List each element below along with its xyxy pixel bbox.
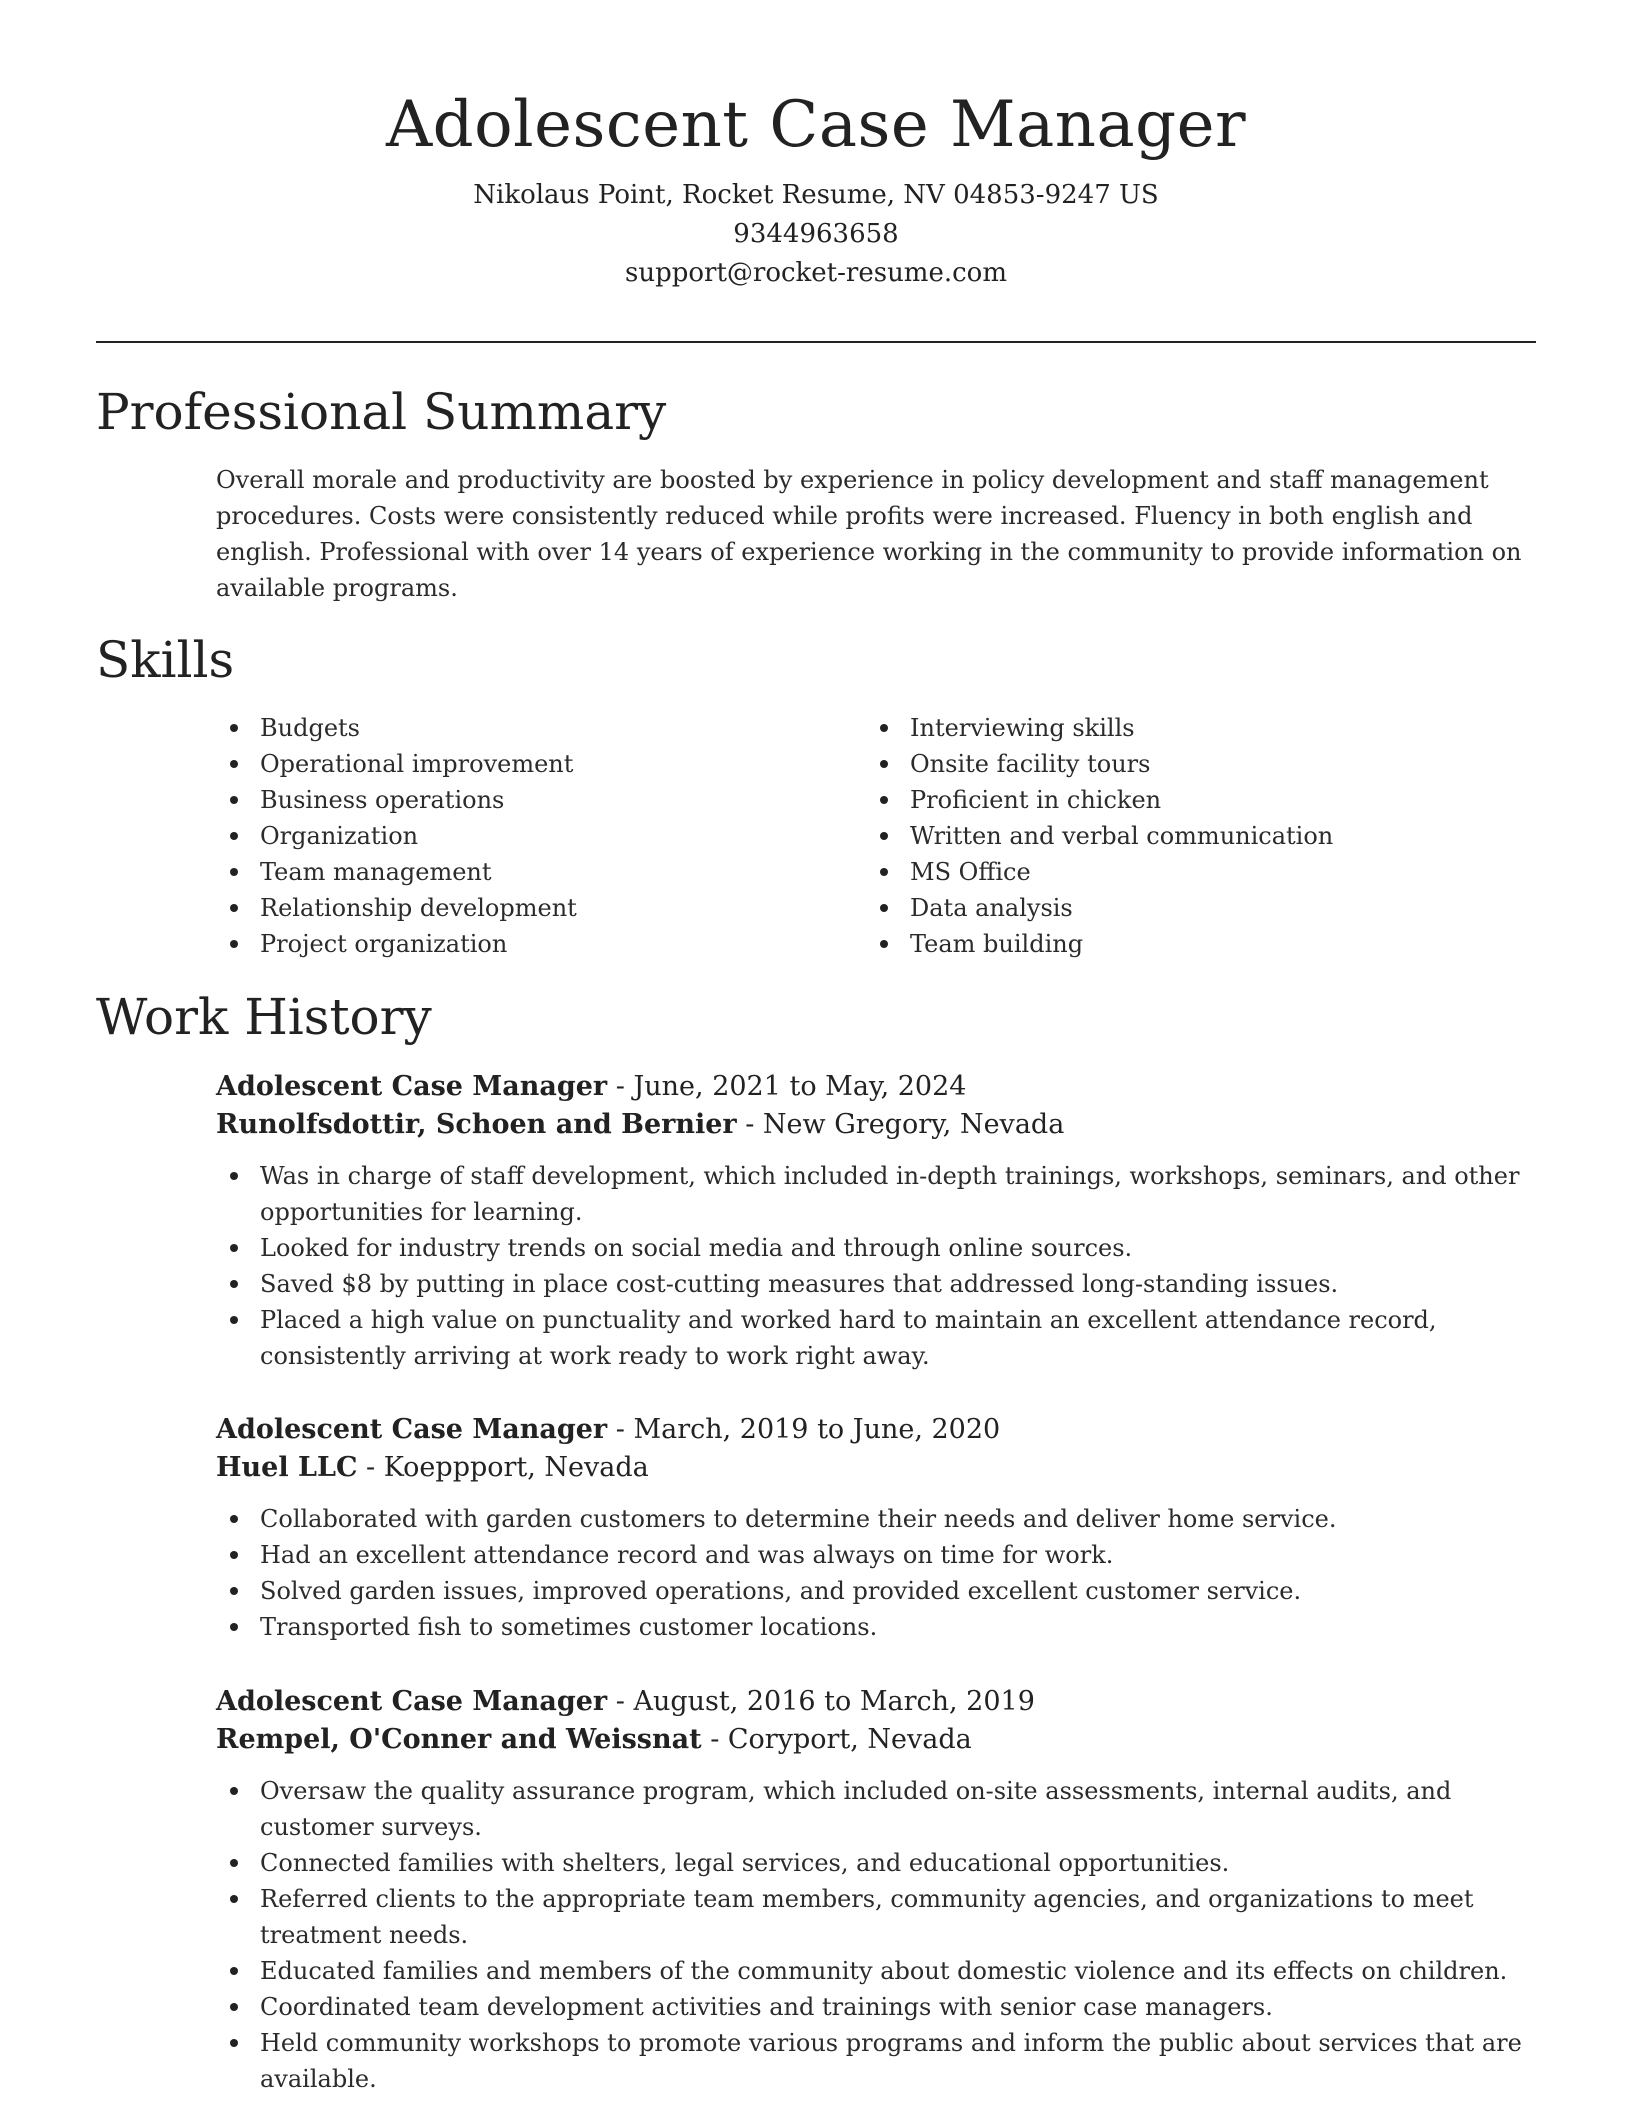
skill-item: Proficient in chicken	[866, 782, 1536, 818]
job-bullets	[216, 1773, 1536, 2097]
job-bullet: Educated families and members of the community about domestic violence and its effects on children.	[216, 1953, 1536, 1989]
job-entry	[216, 1068, 1536, 1374]
skill-item: Interviewing skills	[866, 710, 1536, 746]
skill-item: Data analysis	[866, 890, 1536, 926]
job-company: Rempel, O'Conner and Weissnat	[216, 1724, 702, 1755]
job-role: Adolescent Case Manager	[216, 1686, 608, 1717]
skill-item: Budgets	[216, 710, 856, 746]
job-bullet: Had an excellent attendance record and was always on time for work.	[216, 1537, 1536, 1573]
job-bullet: Coordinated team development activities and trainings with senior case managers.	[216, 1989, 1536, 2025]
job-bullet: Held community workshops to promote various programs and inform the public about services that are available.	[216, 2025, 1536, 2097]
skill-item: Business operations	[216, 782, 856, 818]
job-title-line	[216, 1068, 1536, 1106]
job-bullet: Connected families with shelters, legal services, and educational opportunities.	[216, 1845, 1536, 1881]
job-role: Adolescent Case Manager	[216, 1414, 608, 1445]
skill-item: Team management	[216, 854, 856, 890]
job-company: Runolfsdottir, Schoen and Bernier	[216, 1109, 737, 1140]
job-role: Adolescent Case Manager	[216, 1071, 608, 1102]
job-bullet: Was in charge of staff development, which included in-depth trainings, workshops, seminars, and other opportunities for learning.	[216, 1158, 1536, 1230]
job-bullet: Solved garden issues, improved operations, and provided excellent customer service.	[216, 1573, 1536, 1609]
header-divider	[96, 341, 1536, 343]
candidate-name: Adolescent Case Manager	[385, 88, 1247, 162]
summary-heading: Professional Summary	[96, 383, 667, 441]
job-company: Huel LLC	[216, 1452, 358, 1483]
skill-item: MS Office	[866, 854, 1536, 890]
job-title-line	[216, 1683, 1536, 1721]
job-bullet: Looked for industry trends on social media and through online sources.	[216, 1230, 1536, 1266]
skills-column-left	[216, 710, 856, 962]
job-dates: - March, 2019 to June, 2020	[607, 1414, 1001, 1445]
job-company-line	[216, 1721, 1536, 1759]
job-bullet: Placed a high value on punctuality and worked hard to maintain an excellent attendance record, consistently arriving at work ready to work right away.	[216, 1302, 1536, 1374]
phone: 9344963658	[733, 219, 899, 249]
job-bullet: Referred clients to the appropriate team members, community agencies, and organizations to meet treatment needs.	[216, 1881, 1536, 1953]
summary-text: Overall morale and productivity are boosted by experience in policy development and staff management procedures. Costs were consistently reduced while profits were increased. Fluency in both english and english. Professional with over 14 years of experience working in the community to provide information on available programs.	[216, 466, 1522, 602]
job-dates: - June, 2021 to May, 2024	[607, 1071, 967, 1102]
job-company-line	[216, 1106, 1536, 1144]
skill-item: Relationship development	[216, 890, 856, 926]
job-bullets	[216, 1501, 1536, 1645]
job-location: - Koeppport, Nevada	[357, 1452, 649, 1483]
job-bullet: Transported fish to sometimes customer locations.	[216, 1609, 1536, 1645]
job-location: - Coryport, Nevada	[701, 1724, 972, 1755]
job-bullet: Oversaw the quality assurance program, which included on-site assessments, internal audits, and customer surveys.	[216, 1773, 1536, 1845]
email: support@rocket-resume.com	[624, 258, 1007, 288]
job-entry	[216, 1411, 1536, 1645]
job-bullet: Saved $8 by putting in place cost-cutting measures that addressed long-standing issues.	[216, 1266, 1536, 1302]
job-bullets	[216, 1158, 1536, 1374]
job-company-line	[216, 1449, 1536, 1487]
contact-info	[0, 176, 1632, 293]
skill-item: Onsite facility tours	[866, 746, 1536, 782]
job-entry	[216, 1683, 1536, 2097]
job-dates: - August, 2016 to March, 2019	[607, 1686, 1035, 1717]
job-title-line	[216, 1411, 1536, 1449]
skills-heading: Skills	[96, 631, 235, 689]
resume-header	[0, 80, 1632, 293]
job-location: - New Gregory, Nevada	[736, 1109, 1065, 1140]
work-history-heading: Work History	[96, 988, 432, 1046]
address: Nikolaus Point, Rocket Resume, NV 04853-9247 US	[473, 180, 1159, 210]
skill-item: Team building	[866, 926, 1536, 962]
skill-item: Written and verbal communication	[866, 818, 1536, 854]
skills-column-right	[866, 710, 1536, 962]
job-bullet: Collaborated with garden customers to determine their needs and deliver home service.	[216, 1501, 1536, 1537]
skill-item: Organization	[216, 818, 856, 854]
skill-item: Project organization	[216, 926, 856, 962]
skill-item: Operational improvement	[216, 746, 856, 782]
skills-list	[216, 710, 1536, 970]
